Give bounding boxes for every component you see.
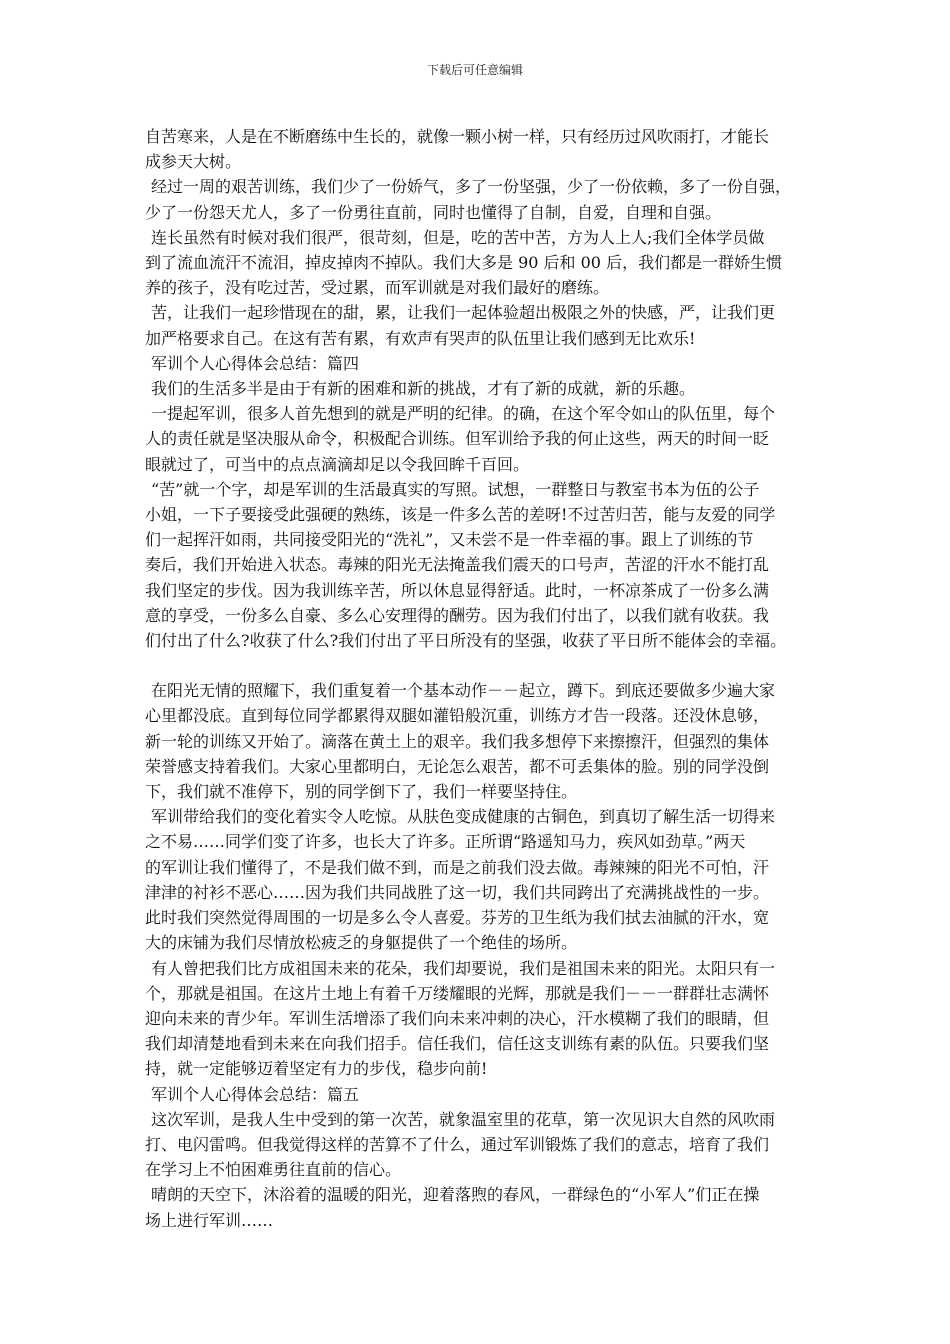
text-line: 下，我们就不准停下，别的同学倒下了，我们一样要坚持住。: [145, 782, 578, 802]
text-line: 少了一份怨天尤人，多了一份勇往直前，同时也懂得了自制，自爱，自理和自强。: [145, 202, 722, 222]
text-line: 加严格要求自己。在这有苦有累，有欢声有哭声的队伍里让我们感到无比欢乐!: [145, 328, 696, 348]
text-line: 场上进行军训……: [145, 1210, 274, 1230]
document-body: [145, 124, 820, 1233]
text-line: 在学习上不怕困难勇往直前的信心。: [145, 1160, 402, 1180]
text-line: 眼就过了，可当中的点点滴滴却足以令我回眸千百回。: [145, 454, 530, 474]
section-heading: 军训个人心得体会总结：篇四: [151, 353, 360, 373]
page-header: 下载后可任意编辑: [426, 63, 523, 77]
text-line: 晴朗的天空下，沐浴着的温暖的阳光，迎着落煦的春风，一群绿色的“小军人”们正在操: [151, 1185, 760, 1205]
text-line: 我们的生活多半是由于有新的困难和新的挑战，才有了新的成就，新的乐趣。: [151, 379, 696, 399]
text-line: 到了流血流汗不流泪，掉皮掉肉不掉队。我们大多是 90 后和 00 后，我们都是一群娇生惯: [145, 253, 783, 273]
paragraph-gap: [145, 653, 820, 678]
text-line: 荣誉感支持着我们。大家心里都明白，无论怎么艰苦，都不可丢集体的脸。别的同学没倒: [145, 756, 770, 776]
text-line: 们付出了什么?收获了什么?我们付出了平日所没有的坚强，收获了平日所不能体会的幸福。: [145, 631, 787, 651]
text-line: 迎向未来的青少年。军训生活增添了我们向未来冲刺的决心，汗水模糊了我们的眼睛，但: [145, 1008, 770, 1028]
text-line: 心里都没底。直到每位同学都累得双腿如灌铅般沉重，训练方才告一段落。还没休息够，: [145, 706, 770, 726]
text-line: 苦，让我们一起珍惜现在的甜，累，让我们一起体验超出极限之外的快感，严，让我们更: [151, 303, 776, 323]
text-line: 养的孩子，没有吃过苦，受过累，而军训就是对我们最好的磨练。: [145, 278, 610, 298]
text-line: 一提起军训，很多人首先想到的就是严明的纪律。的确，在这个军令如山的队伍里，每个: [151, 404, 776, 424]
text-line: 在阳光无情的照耀下，我们重复着一个基本动作－－起立，蹲下。到底还要做多少遍大家: [151, 681, 776, 701]
text-line: 此时我们突然觉得周围的一切是多么令人喜爱。芬芳的卫生纸为我们拭去油腻的汗水，宽: [145, 908, 770, 928]
text-line: 大的床铺为我们尽情放松疲乏的身躯提供了一个绝佳的场所。: [145, 933, 578, 953]
text-line: 个，那就是祖国。在这片土地上有着千万缕耀眼的光辉，那就是我们－－一群群壮志满怀: [145, 983, 770, 1003]
text-line: 我们坚定的步伐。因为我训练辛苦，所以休息显得舒适。此时，一杯凉茶成了一份多么满: [145, 580, 770, 600]
text-line: 持，就一定能够迈着坚定有力的步伐，稳步向前!: [145, 1059, 488, 1079]
text-line: 自苦寒来，人是在不断磨练中生长的，就像一颗小树一样，只有经历过风吹雨打，才能长: [145, 127, 770, 146]
text-line: 新一轮的训练又开始了。滴落在黄土上的艰辛。我们我多想停下来擦擦汗，但强烈的集体: [145, 731, 770, 751]
text-line: “苦”就一个字，却是军训的生活最真实的写照。试想，一群整日与教室书本为伍的公子: [151, 479, 760, 499]
text-line: 成参天大树。: [145, 152, 242, 172]
text-line: 有人曾把我们比方成祖国未来的花朵，我们却要说，我们是祖国未来的阳光。太阳只有一: [151, 958, 776, 978]
text-line: 奏后，我们开始进入状态。毒辣的阳光无法掩盖我们震天的口号声，苦涩的汗水不能打乱: [145, 555, 770, 575]
section-heading: 军训个人心得体会总结：篇五: [151, 1084, 360, 1104]
text-line: 军训带给我们的变化着实令人吃惊。从肤色变成健康的古铜色，到真切了解生活一切得来: [151, 807, 776, 827]
text-line: 我们却清楚地看到未来在向我们招手。信任我们，信任这支训练有素的队伍。只要我们坚: [145, 1034, 770, 1054]
text-line: 经过一周的艰苦训练，我们少了一份娇气，多了一份坚强，少了一份依赖，多了一份自强，: [151, 177, 792, 197]
text-line: 意的享受，一份多么自豪、多么心安理得的酬劳。因为我们付出了，以我们就有收获。我: [145, 605, 770, 625]
text-line: 连长虽然有时候对我们很严，很苛刻，但是，吃的苦中苦，方为人上人;我们全体学员做: [151, 227, 765, 247]
text-line: 这次军训，是我人生中受到的第一次苦，就象温室里的花草，第一次见识大自然的风吹雨: [151, 1109, 776, 1129]
text-line: 们一起挥汗如雨，共同接受阳光的“洗礼”，又未尝不是一件幸福的事。跟上了训练的节: [145, 530, 754, 550]
text-line: 之不易……同学们变了许多，也长大了许多。正所谓“路遥知马力，疾风如劲草。”两天: [145, 832, 746, 852]
text-line: 津津的衬衫不恶心……因为我们共同战胜了这一切，我们共同跨出了充满挑战性的一步。: [145, 882, 770, 902]
text-line: 人的责任就是坚决服从命令，积极配合训练。但军训给予我的何止这些，两天的时间一眨: [145, 429, 770, 449]
text-line: 小姐，一下子要接受此强硬的熟练，该是一件多么苦的差呀!不过苦归苦，能与友爱的同学: [145, 505, 776, 525]
text-line: 的军训让我们懂得了，不是我们做不到，而是之前我们没去做。毒辣辣的阳光不可怕，汗: [145, 857, 770, 877]
text-line: 打、电闪雷鸣。但我觉得这样的苦算不了什么，通过军训锻炼了我们的意志，培育了我们: [145, 1134, 770, 1154]
